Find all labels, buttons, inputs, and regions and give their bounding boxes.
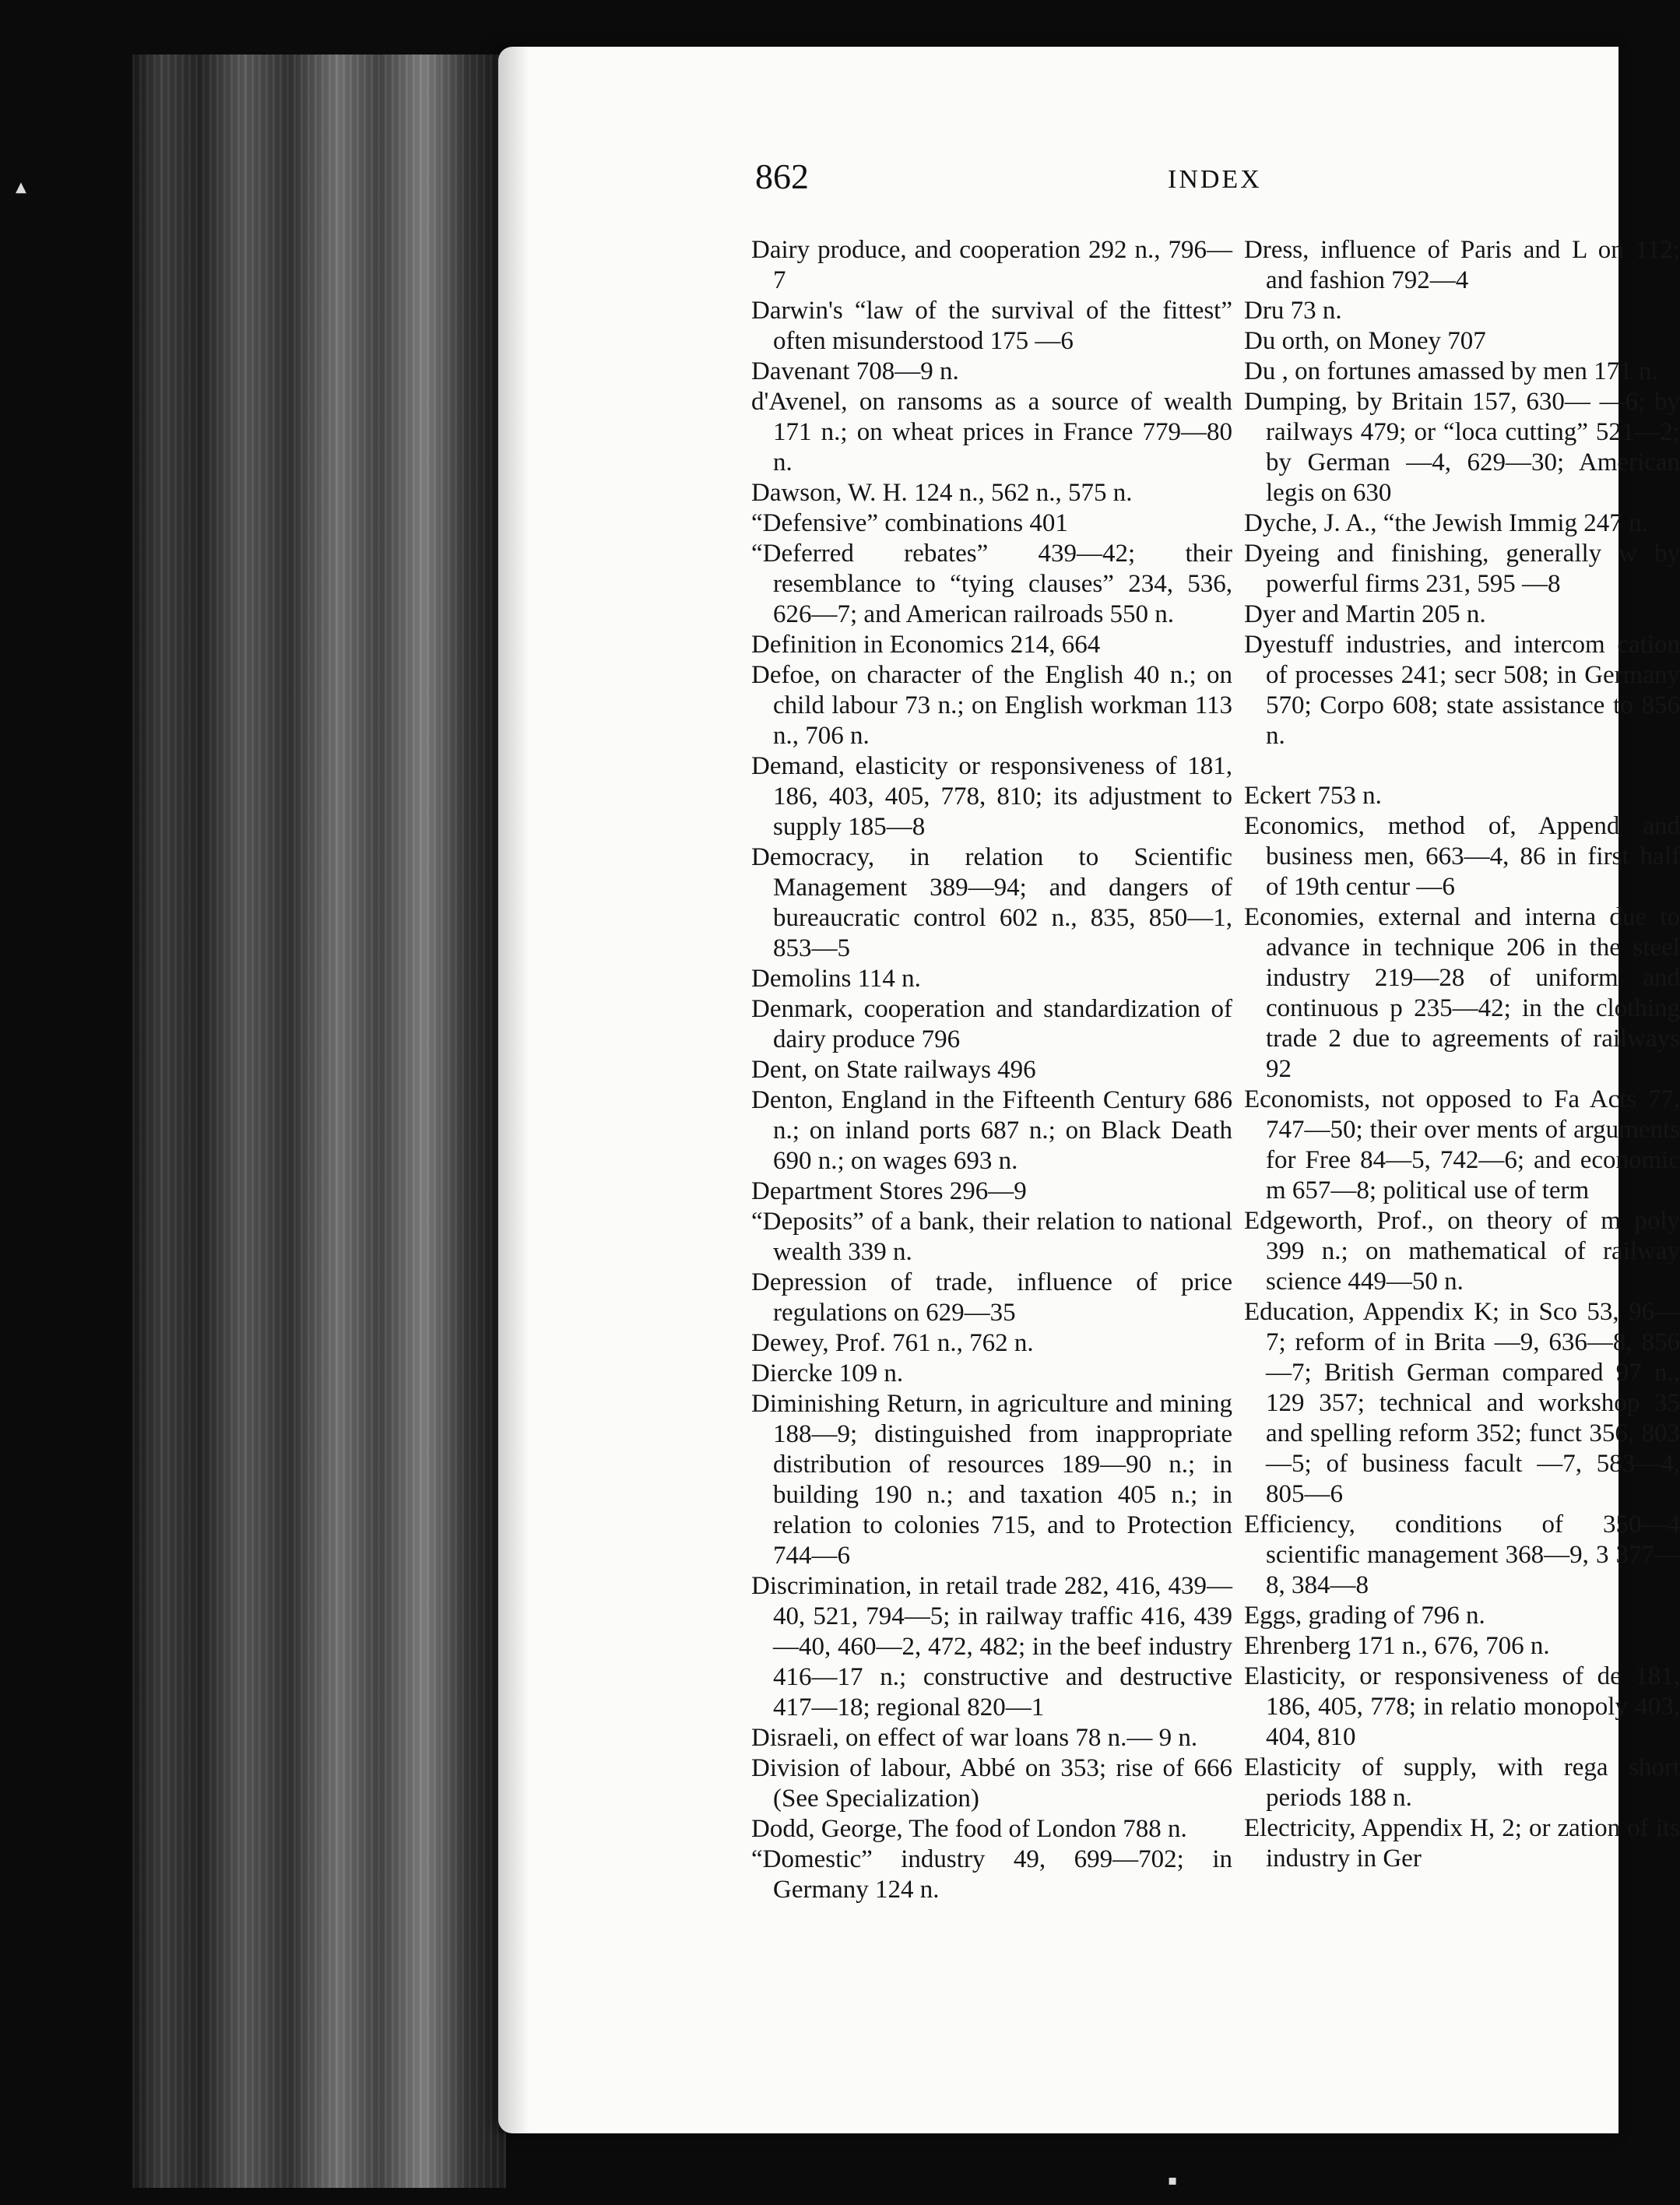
index-entry: Department Stores 296—9 [751, 1177, 1027, 1205]
index-entry: Eckert 753 n. [1244, 782, 1382, 810]
index-column-right [1244, 235, 1680, 1874]
index-entry: Darwin's “law of the survival of the fittest” often misunderstood 175 —6 [751, 297, 1232, 355]
index-entry: Dyestuff industries, and intercom cation of processes 241; secr 508; in Germany 570; Corpo 608; state assistance to 856 n. [1244, 631, 1680, 750]
index-entry: “Deferred rebates” 439—42; their resemblance to “tying clauses” 234, 536, 626—7; and American railroads 550 n. [751, 540, 1232, 628]
index-entry: Elasticity of supply, with rega short periods 188 n. [1244, 1753, 1680, 1812]
index-entry: Diminishing Return, in agriculture and mining 188—9; distinguished from inappropriate distribution of resources 189—90 n.; in building 190 n.; and taxation 405 n.; in relation to colonies 715, and to Protection 744—6 [751, 1390, 1232, 1570]
index-entry: “Domestic” industry 49, 699—702; in Germany 124 n. [751, 1845, 1232, 1904]
scan-speck: ▪ [1168, 2172, 1178, 2189]
index-entry: Dress, influence of Paris and L on 112; and fashion 792—4 [1244, 236, 1680, 294]
index-column-left [751, 235, 1232, 1905]
index-entry: Elasticity, or responsiveness of de 181, 186, 405, 778; in relatio monopoly 403, 404, 810 [1244, 1662, 1680, 1751]
index-entry: Demolins 114 n. [751, 965, 921, 993]
spine-texture [132, 55, 506, 2188]
index-entry: Demand, elasticity or responsiveness of 181, 186, 403, 405, 778, 810; its adjustment to supply 185—8 [751, 752, 1232, 841]
book-spine [132, 55, 506, 2188]
index-entry: Dyeing and finishing, generally w by powerful firms 231, 595 —8 [1244, 540, 1680, 598]
index-entry: Efficiency, conditions of 350—4 scientific management 368—9, 3 377—8, 384—8 [1244, 1510, 1680, 1599]
index-entry: Dairy produce, and cooperation 292 n., 796—7 [751, 236, 1232, 294]
index-entry: Disraeli, on effect of war loans 78 n.— 9 n. [751, 1724, 1198, 1752]
index-entry: Dent, on State railways 496 [751, 1056, 1036, 1084]
section-gap [1244, 751, 1680, 781]
index-entry: Du orth, on Money 707 [1244, 327, 1486, 355]
index-entry: Economies, external and interna due to advance in technique 206 in the steel industry 219—28 of uniform and continuous p 235—42; in the clothing trade 2 due to agreements of railways 92 [1244, 903, 1680, 1083]
index-entry: Diercke 109 n. [751, 1359, 904, 1387]
index-entry: “Deposits” of a bank, their relation to national wealth 339 n. [751, 1208, 1232, 1266]
index-entry: Defoe, on character of the English 40 n.; on child labour 73 n.; on English workman 113 n., 706 n. [751, 661, 1232, 750]
index-entry: Denmark, cooperation and standardization of dairy produce 796 [751, 995, 1232, 1053]
index-entry: Democracy, in relation to Scientific Management 389—94; and dangers of bureaucratic control 602 n., 835, 850—1, 853—5 [751, 843, 1232, 962]
index-entry: Economists, not opposed to Fa Acts 77, 747—50; their over ments of arguments for Free 84—5, 742—6; and economic m 657—8; political use of term [1244, 1085, 1680, 1204]
index-entry: Dru 73 n. [1244, 297, 1342, 325]
index-entry: Dumping, by Britain 157, 630— —6; by railways 479; or “loca cutting” 521—2; by German —4, 629—30; American legis on 630 [1244, 388, 1680, 507]
index-entry: Dewey, Prof. 761 n., 762 n. [751, 1329, 1034, 1357]
page-number: 862 [755, 156, 809, 196]
index-entry: Eggs, grading of 796 n. [1244, 1602, 1485, 1630]
index-entry: Davenant 708—9 n. [751, 357, 959, 385]
index-entry: Dawson, W. H. 124 n., 562 n., 575 n. [751, 479, 1133, 507]
index-entry: Ehrenberg 171 n., 676, 706 n. [1244, 1632, 1550, 1660]
index-entry: Depression of trade, influence of price regulations on 629—35 [751, 1268, 1232, 1327]
index-entry: Denton, England in the Fifteenth Century 686 n.; on inland ports 687 n.; on Black Death 690 n.; on wages 693 n. [751, 1086, 1232, 1175]
index-entry: Definition in Economics 214, 664 [751, 631, 1101, 659]
index-entry: Education, Appendix K; in Sco 53, 96—7; reform of in Brita —9, 636—8, 856—7; British German compared 97 n., 129 357; technical and workshop 35 and spelling reform 352; funct 356, 803—5; of business facult —7, 583—4, 805—6 [1244, 1298, 1680, 1508]
index-entry: Electricity, Appendix H, 2; or zation of its industry in Ger [1244, 1814, 1680, 1873]
index-page [498, 47, 1680, 2133]
index-entry: Division of labour, Abbé on 353; rise of 666 (See Specialization) [751, 1754, 1232, 1813]
index-entry: “Defensive” combinations 401 [751, 509, 1068, 537]
page-title: INDEX [1168, 165, 1262, 194]
index-entry: Dyer and Martin 205 n. [1244, 600, 1486, 628]
index-entry: Economics, method of, Append and business men, 663—4, 86 in first half of 19th centur —6 [1244, 812, 1680, 901]
index-entry: Edgeworth, Prof., on theory of m poly 399 n.; on mathematical of railway science 449—50 n. [1244, 1207, 1680, 1296]
index-entry: d'Avenel, on ransoms as a source of wealth 171 n.; on wheat prices in France 779—80 n. [751, 388, 1232, 477]
index-entry: Dodd, George, The food of London 788 n. [751, 1815, 1187, 1843]
index-entry: Dyche, J. A., “the Jewish Immig 247 n. [1244, 509, 1648, 537]
index-entry: Du , on fortunes amassed by men 171 n. [1244, 357, 1658, 385]
gutter-shadow [498, 47, 529, 2133]
index-entry: Discrimination, in retail trade 282, 416, 439—40, 521, 794—5; in railway traffic 416, 439—40, 460—2, 472, 482; in the beef industry 416—17 n.; constructive and destructive 417—18; regional 820—1 [751, 1572, 1232, 1721]
scan-speck: ▲ [16, 179, 26, 195]
